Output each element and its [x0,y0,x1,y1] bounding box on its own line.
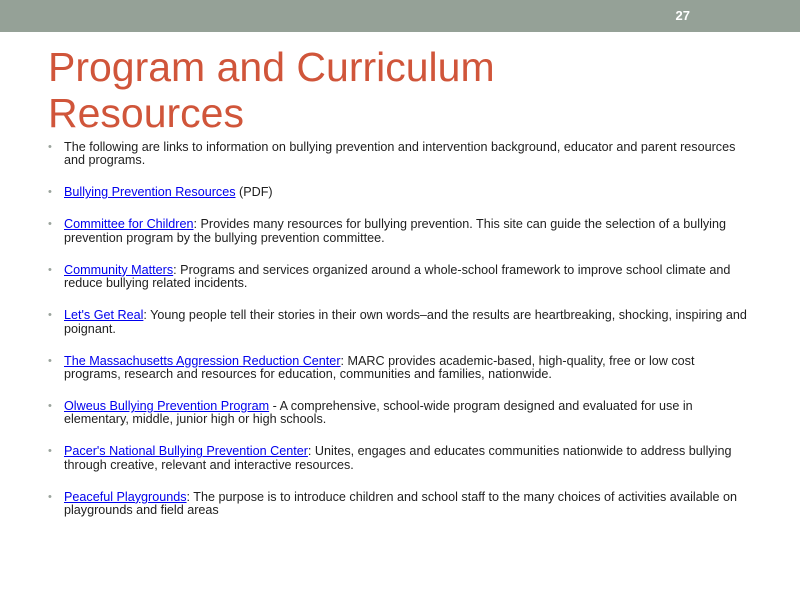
resource-description: : Provides many resources for bullying prevention. This site can guide the selection of a bullying prevention program by the bullying prevention committee. [64,217,726,245]
list-item [48,491,748,518]
resource-description: (PDF) [235,185,273,200]
resource-description: : Unites, engages and educates communities nationwide to address bullying through creative, relevant and interactive resources. [64,444,732,472]
resource-link[interactable]: Olweus Bullying Prevention Program [64,399,270,414]
resource-description: - A comprehensive, school-wide program designed and evaluated for use in elementary, middle, junior high or high schools. [64,399,693,427]
bullet-icon: • [48,186,52,199]
slide-number: 27 [675,8,690,23]
resource-description: : Programs and services organized around a whole-school framework to improve school climate and reduce bullying related incidents. [64,262,731,291]
list-item [48,264,748,291]
bullet-icon: • [48,400,52,413]
bullet-icon: • [48,141,52,153]
resource-link[interactable]: The Massachusetts Aggression Reduction Center [64,353,341,368]
resource-description: : The purpose is to introduce children and school staff to the many choices of activities available on playgrounds and field areas [64,489,738,518]
top-bar [0,0,800,32]
list-item [48,400,748,427]
resource-description: : MARC provides academic-based, high-quality, free or low cost programs, research and resources for education, communities and families, nationwide. [64,353,695,382]
list-item [48,141,748,168]
bullet-icon: • [48,263,52,276]
resource-link[interactable]: Committee for Children [64,217,194,232]
bullet-icon: • [48,218,52,231]
bullet-icon: • [48,309,52,322]
bullet-icon: • [48,490,52,503]
list-item [48,355,748,382]
resource-link[interactable]: Community Matters [64,262,174,277]
resource-description: The following are links to information on bullying prevention and intervention background, educator and parent resources and programs. [64,140,736,168]
list-item [48,445,748,472]
resource-link[interactable]: Peaceful Playgrounds [64,489,187,504]
bullet-icon: • [48,445,52,458]
resource-list [48,141,748,536]
list-item [48,309,748,336]
resource-link[interactable]: Let's Get Real [64,308,144,323]
list-item [48,218,748,245]
resource-link[interactable]: Pacer's National Bullying Prevention Center [64,444,308,459]
resource-link[interactable]: Bullying Prevention Resources [64,185,236,200]
slide-title: Program and Curriculum Resources [48,44,495,136]
resource-description: : Young people tell their stories in their own words–and the results are heartbreaking, shocking, inspiring and poignant. [64,308,747,336]
bullet-icon: • [48,354,52,367]
list-item [48,186,748,199]
